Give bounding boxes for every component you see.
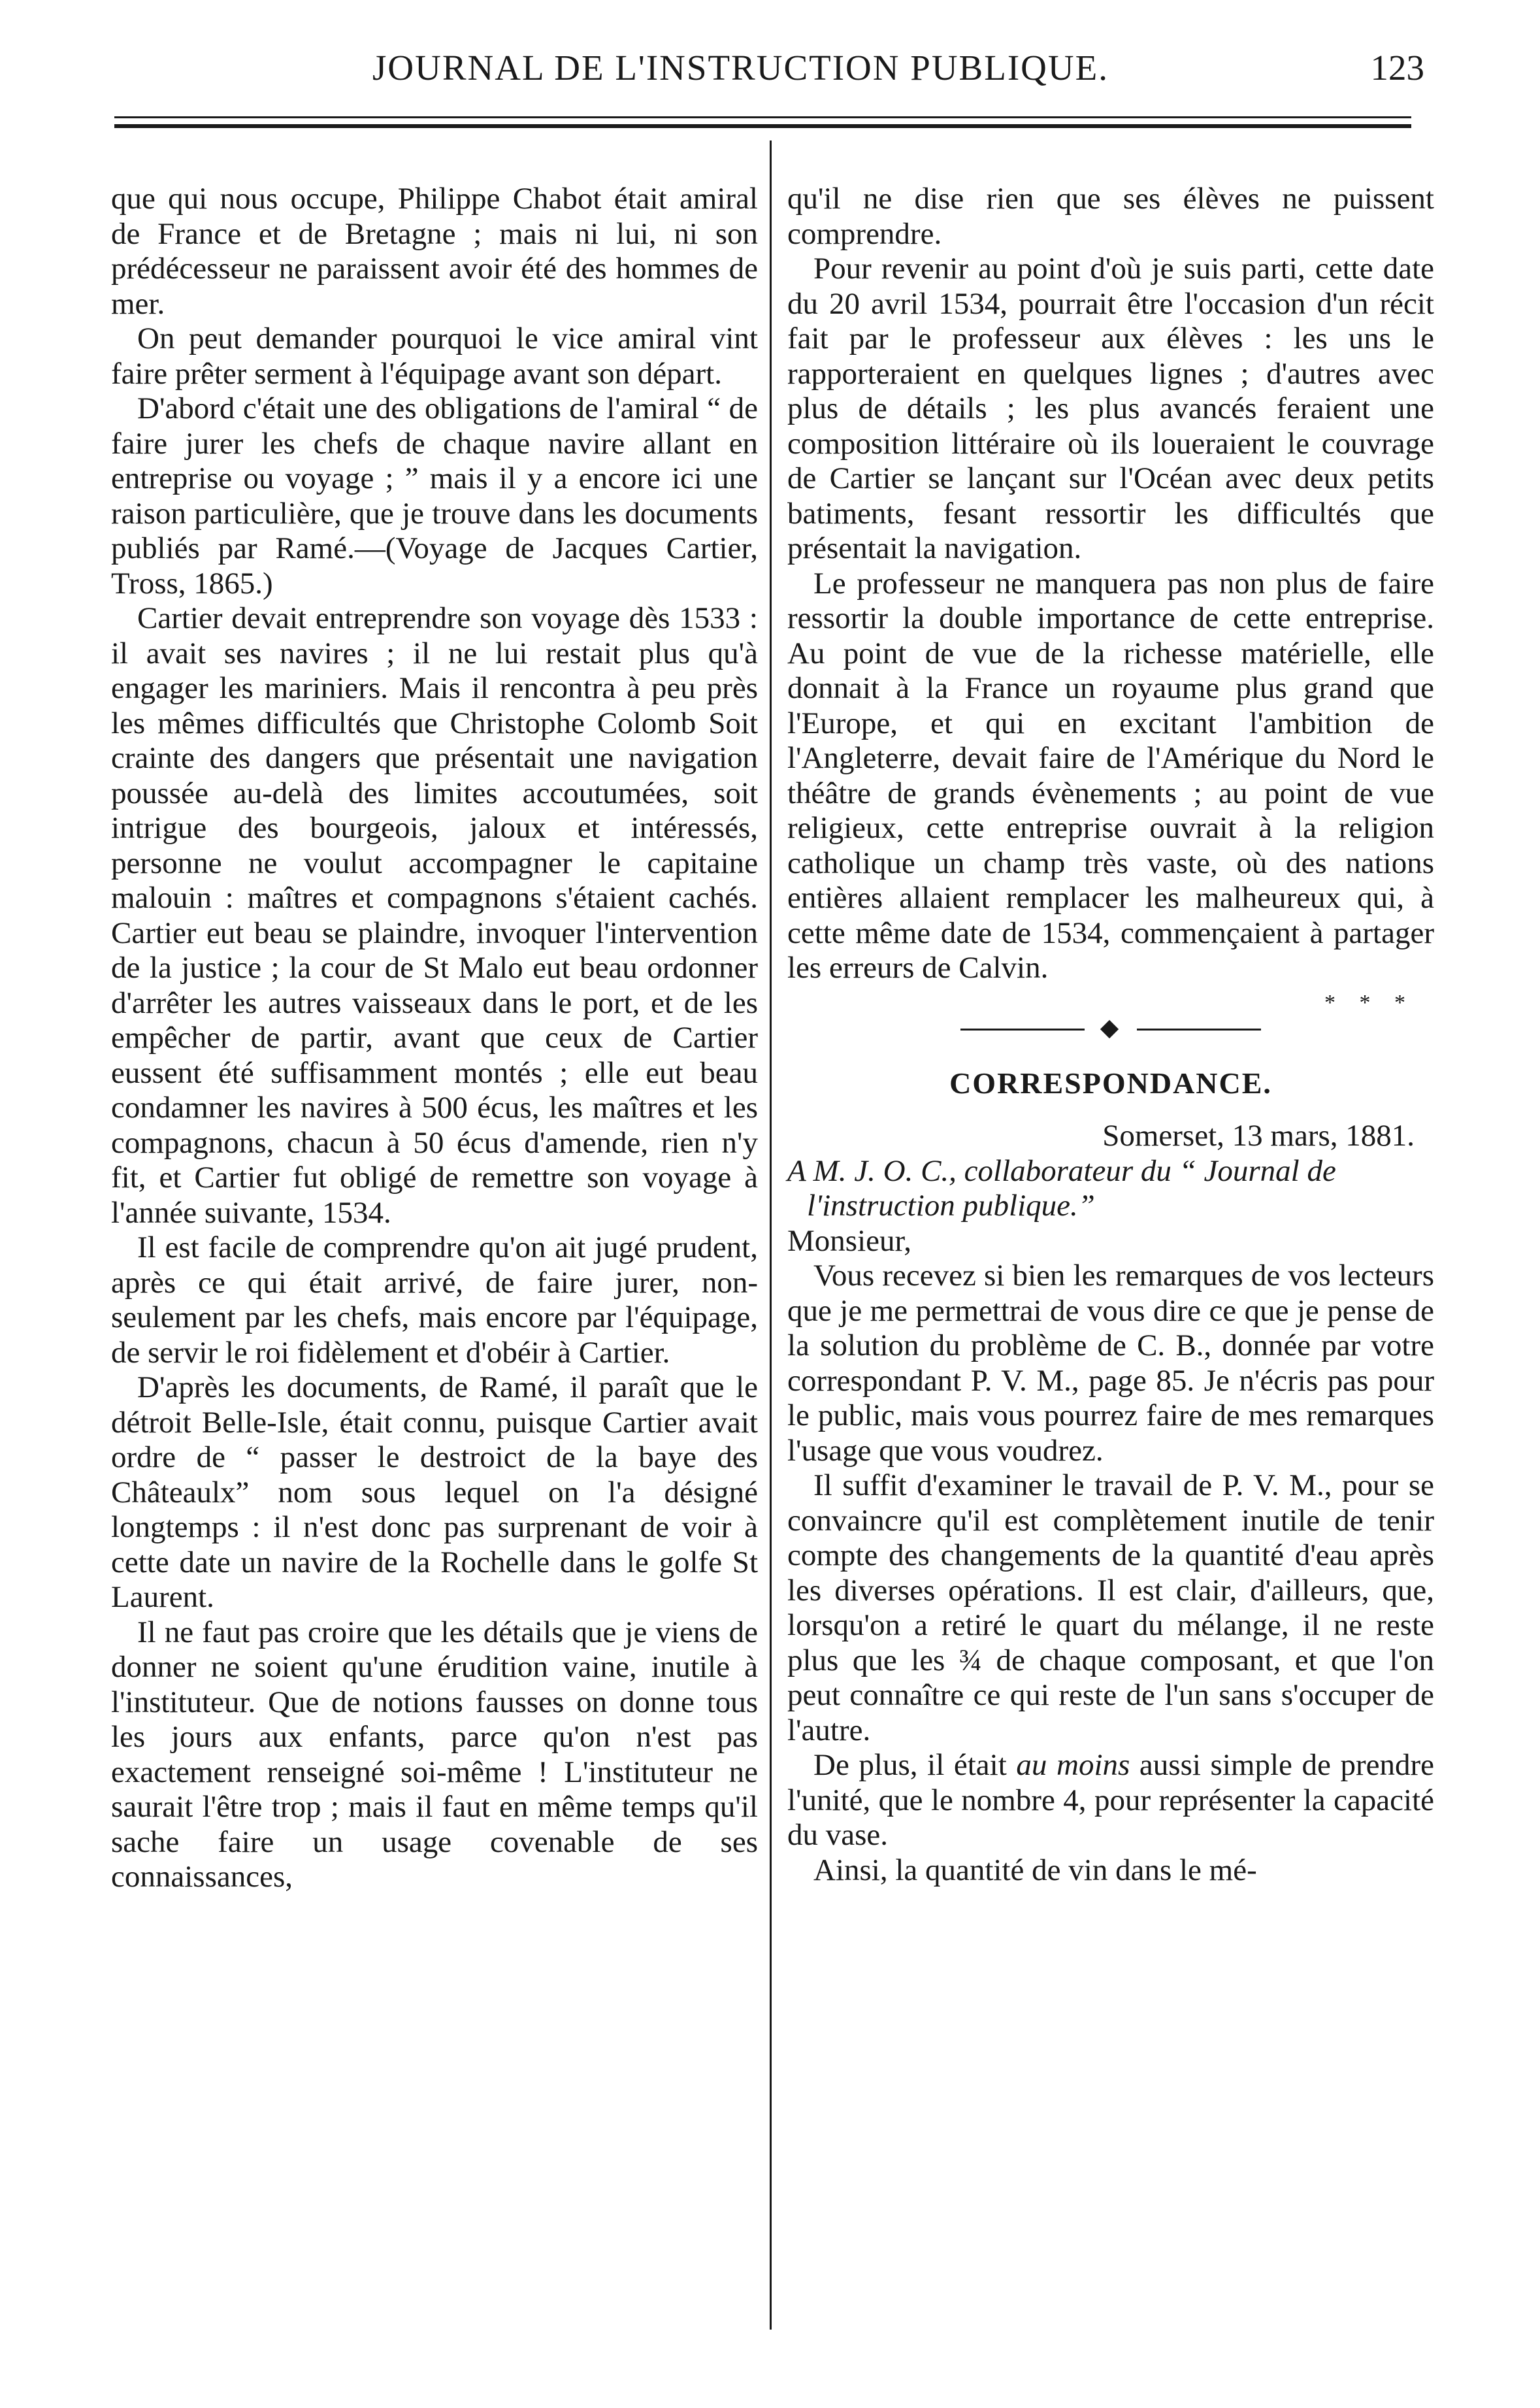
letter-dateline: Somerset, 13 mars, 1881.: [1102, 1119, 1415, 1153]
section-ornament: [960, 1023, 1261, 1036]
running-header: [105, 41, 1431, 93]
ornament-diamond: [1100, 1019, 1119, 1038]
left-paragraph-6: D'après les documents, de Ramé, il paraît que le détroit Belle-Isle, était connu, puisque Cartier avait ordre de “ passer le destroict de la baye des Châteaulx” nom sous lequel on l'a désigné longtemps : il n'est donc pas surprenant de voir à cette date un navire de la Rochelle dans le golfe St Laurent.: [111, 1370, 758, 1614]
right-paragraph-3: Le professeur ne manquera pas non plus de faire ressortir la double importance de cette entreprise. Au point de vue de la richesse matérielle, elle donnait à la France un royaume plus grand que l'Europe, et qui en excitant l'ambition de l'Angleterre, devait faire de l'Amérique du Nord le théâtre de grands évènements ; au point de vue religieux, cette entreprise ouvrait à la religion catholique un champ très vaste, où des nations entières allaient remplacer les malheureux qui, à cette même date de 1534, commençaient à partager les erreurs de Calvin.: [787, 566, 1434, 985]
left-paragraph-4: Cartier devait entreprendre son voyage dès 1533 : il avait ses navires ; il ne lui restait plus qu'à engager les mariniers. Mais il rencontra à peu près les mêmes difficultés que Christophe Colomb Soit crainte des dangers que présentait une navigation poussée au-delà des limites accoutumées, soit intrigue des bourgeois, jaloux et intéressés, personne ne voulut accompagner le capitaine malouin : maîtres et compagnons s'étaient cachés. Cartier eut beau se plaindre, invoquer l'intervention de la justice ; la cour de St Malo eut beau ordonner d'arrêter les autres vaisseaux dans le port, et de les empêcher de partir, avant que ceux de Cartier eussent été suffisamment montés ; elle eut beau condamner les navires à 500 écus, les maîtres et les compagnons, chacun à 50 écus d'amende, rien n'y fit, et Cartier fut obligé de remettre son voyage à l'année suivante, 1534.: [111, 601, 758, 1230]
emphasis-trail: aussi simple de prendre l'unité, que le nombre 4, pour représenter la capacité du vase.: [787, 1748, 1434, 1852]
left-paragraph-2: On peut demander pourquoi le vice amiral vint faire prêter serment à l'équipage avant son départ.: [111, 322, 758, 391]
right-paragraph-4: Vous recevez si bien les remarques de vos lecteurs que je me permettrai de vous dire ce que je pense de la solution du problème de C. B., donnée par votre correspondant P. V. M., page 85. Je n'écris pas pour le public, mais vous pourrez faire de mes remarques l'usage que vous voudrez.: [787, 1259, 1434, 1468]
emphasis-word: au moins: [1016, 1748, 1130, 1782]
ornament-line-left: [960, 1029, 1085, 1031]
header-rule-thin: [114, 116, 1411, 118]
signature-stars: * * *: [1324, 990, 1415, 1015]
page-number: 123: [1370, 48, 1424, 88]
letter-address-line1: A M. J. O. C., collaborateur du “ Journal de: [787, 1153, 1336, 1188]
letter-address-line2: l'instruction publique.”: [807, 1189, 1095, 1223]
right-paragraph-6: [787, 1748, 1434, 1853]
left-paragraph-5: Il est facile de comprendre qu'on ait jugé prudent, après ce qui était arrivé, de faire jurer, non-seulement par les chefs, mais encore par l'équipage, de servir le roi fidèlement et d'obéir à Cartier.: [111, 1230, 758, 1370]
emphasis-lead: De plus, il était: [813, 1748, 1017, 1782]
column-divider: [770, 140, 772, 2330]
letter-salutation: Monsieur,: [787, 1223, 912, 1258]
right-paragraph-5: Il suffit d'examiner le travail de P. V. M., pour se convaincre qu'il est complètement inutile de tenir compte des changements de la quantité d'eau après les diverses opérations. Il est clair, d'ailleurs, que, lorsqu'on a retiré le quart du mélange, il ne reste plus que les ¾ de chaque composant, et que l'on peut connaître ce qui reste de l'un sans s'occuper de l'autre.: [787, 1468, 1434, 1747]
right-paragraph-7: Ainsi, la quantité de vin dans le mé-: [813, 1853, 1257, 1887]
ornament-line-right: [1137, 1029, 1261, 1031]
right-paragraph-2: Pour revenir au point d'où je suis parti, cette date du 20 avril 1534, pourrait être l'occasion d'un récit fait par le professeur aux élèves : les uns le rapporteraient en quelques lignes ; d'autres avec plus de détails ; les plus avancés feraient une composition littéraire où ils loueraient le couvrage de Cartier se lançant sur l'Océan avec deux petits batiments, fesant ressortir les difficultés que présentait la navigation.: [787, 252, 1434, 565]
left-paragraph-3: D'abord c'était une des obligations de l'amiral “ de faire jurer les chefs de chaque navire allant en entreprise ou voyage ; ” mais il y a encore ici une raison particulière, que je trouve dans les documents publiés par Ramé.—(Voyage de Jacques Cartier, Tross, 1865.): [111, 391, 758, 601]
left-column: [111, 182, 758, 1895]
left-paragraph-7: Il ne faut pas croire que les détails que je viens de donner ne soient qu'une érudition vaine, inutile à l'instituteur. Que de notions fausses on donne tous les jours aux enfants, parce qu'on n'est pas exactement renseigné soi-même ! L'instituteur ne saurait l'être trop ; mais il faut en même temps qu'il sache faire un usage covenable de ses connaissances,: [111, 1615, 758, 1894]
header-rule-thick: [114, 124, 1411, 128]
right-column: [787, 182, 1434, 1888]
section-title: CORRESPONDANCE.: [949, 1066, 1272, 1100]
left-paragraph-1: que qui nous occupe, Philippe Chabot était amiral de France et de Bretagne ; mais ni lui, ni son prédécesseur ne paraissent avoir été des hommes de mer.: [111, 182, 758, 321]
journal-title: JOURNAL DE L'INSTRUCTION PUBLIQUE.: [372, 48, 1109, 88]
right-paragraph-1: qu'il ne dise rien que ses élèves ne puissent comprendre.: [787, 182, 1434, 251]
